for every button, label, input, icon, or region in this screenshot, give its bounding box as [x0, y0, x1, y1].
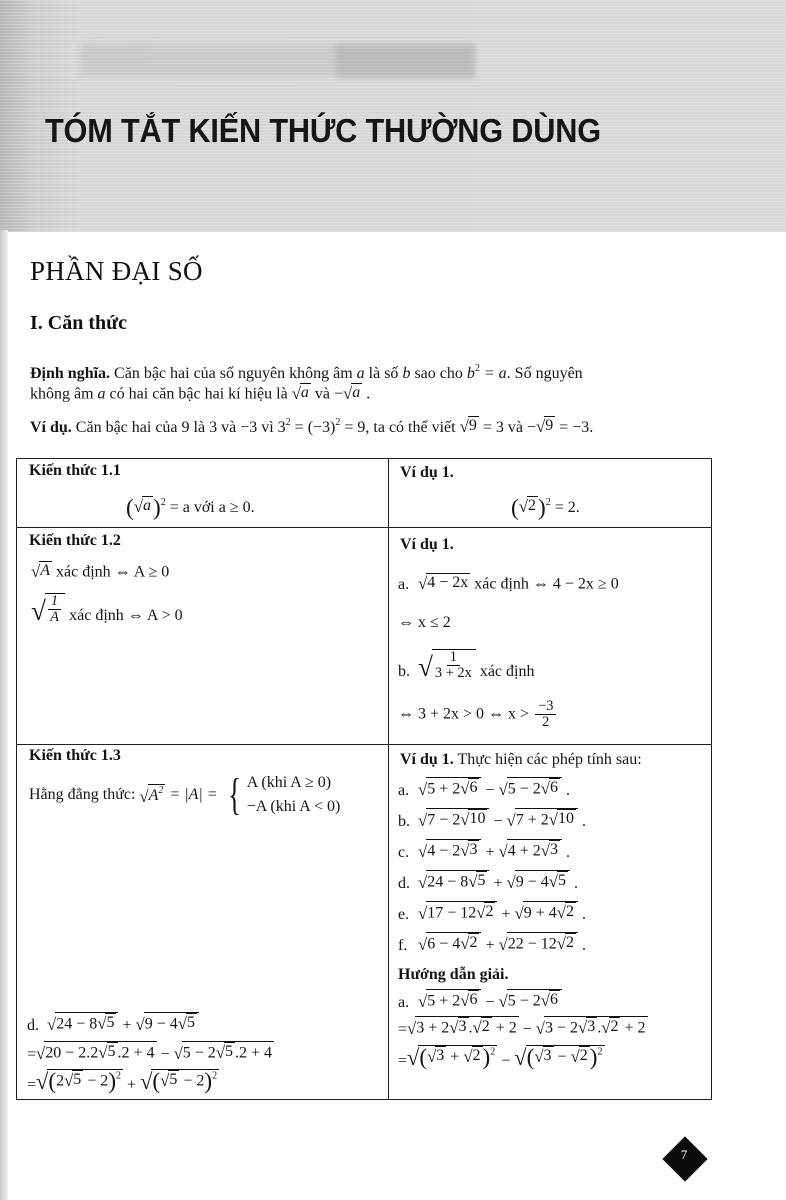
equation-part: = −3. [559, 419, 594, 436]
sqrt-expression: √ 5 + 2 √ 6 [418, 777, 481, 799]
sqrt-expression: √ 17 − 12 √ 2 [418, 901, 497, 923]
example-2a-result: ⇔ x ≤ 2 [398, 614, 451, 631]
right-header-row-2: Ví dụ 1. [400, 536, 454, 553]
example-1-1: ( √ 2 )$^2$ = 2. [511, 495, 580, 521]
definition-text: Căn bậc hai của số nguyên không âm [114, 365, 353, 382]
period: . [366, 385, 371, 403]
left-header-1-3: Kiến thức 1.3 [29, 747, 121, 764]
sqrt-expression: √ 9 − 4 √ 5 [507, 870, 570, 892]
eq-b: b [466, 365, 475, 382]
exercise-item [398, 777, 570, 801]
number: 3 [209, 419, 218, 436]
exercise-item [398, 870, 578, 894]
equation-part: = 9 [344, 419, 366, 436]
operator: + [485, 937, 495, 955]
section-title: I. Căn thức [30, 312, 128, 334]
operator: − [485, 782, 495, 800]
example-text: , ta có thể viết [365, 419, 456, 436]
period: . [565, 844, 570, 862]
operator: − [493, 813, 503, 831]
rule-sqrt-a-defined: √ A xác định ⇔ A ≥ 0 [31, 561, 170, 581]
equation-part: = 3 [482, 419, 504, 436]
banner-bleed-through-box [335, 44, 475, 78]
definition-text: là số [368, 365, 399, 382]
definition-text: có hai căn bậc hai kí hiệu là [109, 385, 288, 403]
operator: + [493, 875, 503, 893]
sqrt-expression: √ 9 [535, 417, 554, 436]
table-row-divider [17, 527, 711, 528]
example-2b-result: ⇔ 3 + 2x > 0 ⇔ x > $\frac{-3}{2}$ [398, 699, 558, 730]
exercise-label: b. [398, 813, 410, 831]
sqrt-expression: √ 24 − 8 √ 5 [418, 870, 489, 892]
exercise-label: d. [398, 875, 410, 893]
exponent: 2 [285, 417, 291, 428]
sqrt-expression: √ 6 − 4 √ 2 [418, 932, 481, 954]
example-label: Ví dụ. [30, 419, 72, 436]
sqrt-expression: √ 7 + 2 √ 10 [507, 808, 578, 830]
definition-text: không âm [30, 385, 94, 403]
page-title: TÓM TẮT KIẾN THỨC THƯỜNG DÙNG [45, 112, 601, 149]
absolute-value-identity: Hằng đẳng thức: √ $A^2$ = |A| = { A (khi A ≥ 0) −A (khi A < 0) [29, 770, 341, 819]
exercise-item [398, 839, 570, 863]
part-title: PHẦN ĐẠI SỐ [30, 256, 203, 286]
period: . [573, 875, 578, 893]
conjunction: và [314, 385, 331, 403]
sqrt-expression: √ 9 [459, 417, 477, 436]
conjunction: và [507, 419, 523, 436]
var-a: a [356, 365, 365, 382]
exercise-item [398, 932, 586, 956]
sqrt-expression: √ 5 − 2 √ 6 [499, 777, 562, 799]
table-row-divider [17, 744, 711, 745]
sqrt-expression: √ a [343, 383, 361, 403]
definition-text: . Số nguyên [506, 365, 583, 382]
exercise-label: f. [398, 937, 408, 955]
sqrt-expression: √ 9 + 4 √ 2 [515, 901, 578, 923]
operator: + [485, 844, 495, 862]
sqrt-expression: √ 22 − 12 √ 2 [499, 932, 578, 954]
right-header-row-1: Ví dụ 1. [400, 464, 454, 481]
var-a: a [97, 385, 106, 403]
left-header-1-2: Kiến thức 1.2 [29, 532, 121, 549]
solution-d-line-3: = √ (2 √ 5 − 2)$^2$ + √ ( √ 5 − 2)$^2$ [27, 1068, 218, 1095]
right-header-row-3: Ví dụ 1. Thực hiện các phép tính sau: [400, 751, 642, 768]
knowledge-table [16, 458, 712, 1100]
number: 9 [181, 419, 190, 436]
example-text: là [193, 419, 206, 436]
solution-d-line-1: d. √ 24 − 8 √ 5 + √ 9 − 4 √ 5 [27, 1012, 199, 1036]
definition-text: sao cho [414, 365, 463, 382]
page-binding-shadow [0, 230, 8, 1200]
period: . [565, 782, 570, 800]
conjunction: và [221, 419, 237, 436]
example-text: Căn bậc hai của [75, 419, 178, 436]
solution-header: Hướng dẫn giải. [398, 966, 509, 983]
example-2b: b. √ $\frac{1}{3 + 2x}$ xác định [398, 649, 535, 683]
number: −3 [240, 419, 258, 436]
sqrt-expression: √ 4 + 2 √ 3 [499, 839, 562, 861]
solution-a-line-3: = √ ( √ 3 + √ 2 )$^2$ − √ ( √ 3 − √ 2 )$^2$ [398, 1044, 603, 1071]
page-number: 7 [680, 1147, 688, 1162]
eq-rhs: = a [483, 365, 507, 382]
solution-d-line-2: = √ 20 − 2.2 √ 5 .2 + 4 − √ 5 − 2 √ 5 .2 + 4 [27, 1042, 273, 1064]
equation-part: = (−3) [294, 419, 336, 436]
exponent: 2 [335, 417, 341, 428]
solution-a-line-1: a. √ 5 + 2 √ 6 − √ 5 − 2 √ 6 [398, 989, 562, 1013]
left-header-1-1: Kiến thức 1.1 [29, 462, 121, 479]
definition-line-1 [30, 358, 583, 385]
sqrt-expression: √ a [291, 383, 309, 403]
minus-sign: − [334, 385, 344, 403]
var-b: b [402, 365, 411, 382]
exercise-item [398, 808, 586, 832]
example-line: Ví dụ. Căn bậc hai của 9 là 3 và −3 vì $3^2 = (-3)^2 = 9$, ta có thể viết √ 9 = 3 và − √ 9 = −3. [30, 417, 594, 436]
definition-line-2 [30, 383, 370, 406]
header-banner [0, 0, 786, 232]
exercise-label: a. [398, 782, 410, 800]
sqrt-expression: √ 4 − 2 √ 3 [418, 839, 481, 861]
solution-a-line-2: = √ 3 + 2 √ 3 . √ 2 + 2 − √ 3 − 2 √ 3 . √ 2 + 2 [398, 1017, 646, 1039]
exercise-label: c. [398, 844, 410, 862]
example-text: vì [261, 419, 274, 436]
formula-1-1: ( √ a )$^2$ = a với a ≥ 0. [126, 495, 255, 521]
example-2a: a. √ 4 − 2x xác định ⇔ 4 − 2x ≥ 0 [398, 573, 619, 593]
table-column-divider [388, 459, 389, 1099]
page-number-badge [661, 1135, 705, 1179]
rule-sqrt-inverse-defined: √ $\frac{1}{A}$ xác định ⇔ A > 0 [31, 593, 183, 627]
operator: + [501, 906, 511, 924]
definition-label: Định nghĩa. [30, 365, 111, 382]
sqrt-expression: √ 7 − 2 √ 10 [418, 808, 489, 830]
exercise-item [398, 901, 586, 925]
period: . [581, 906, 586, 924]
exponent: 2 [474, 363, 480, 374]
number: 3 [277, 419, 286, 436]
period: . [581, 813, 586, 831]
period: . [581, 937, 586, 955]
exercise-label: e. [398, 906, 410, 924]
